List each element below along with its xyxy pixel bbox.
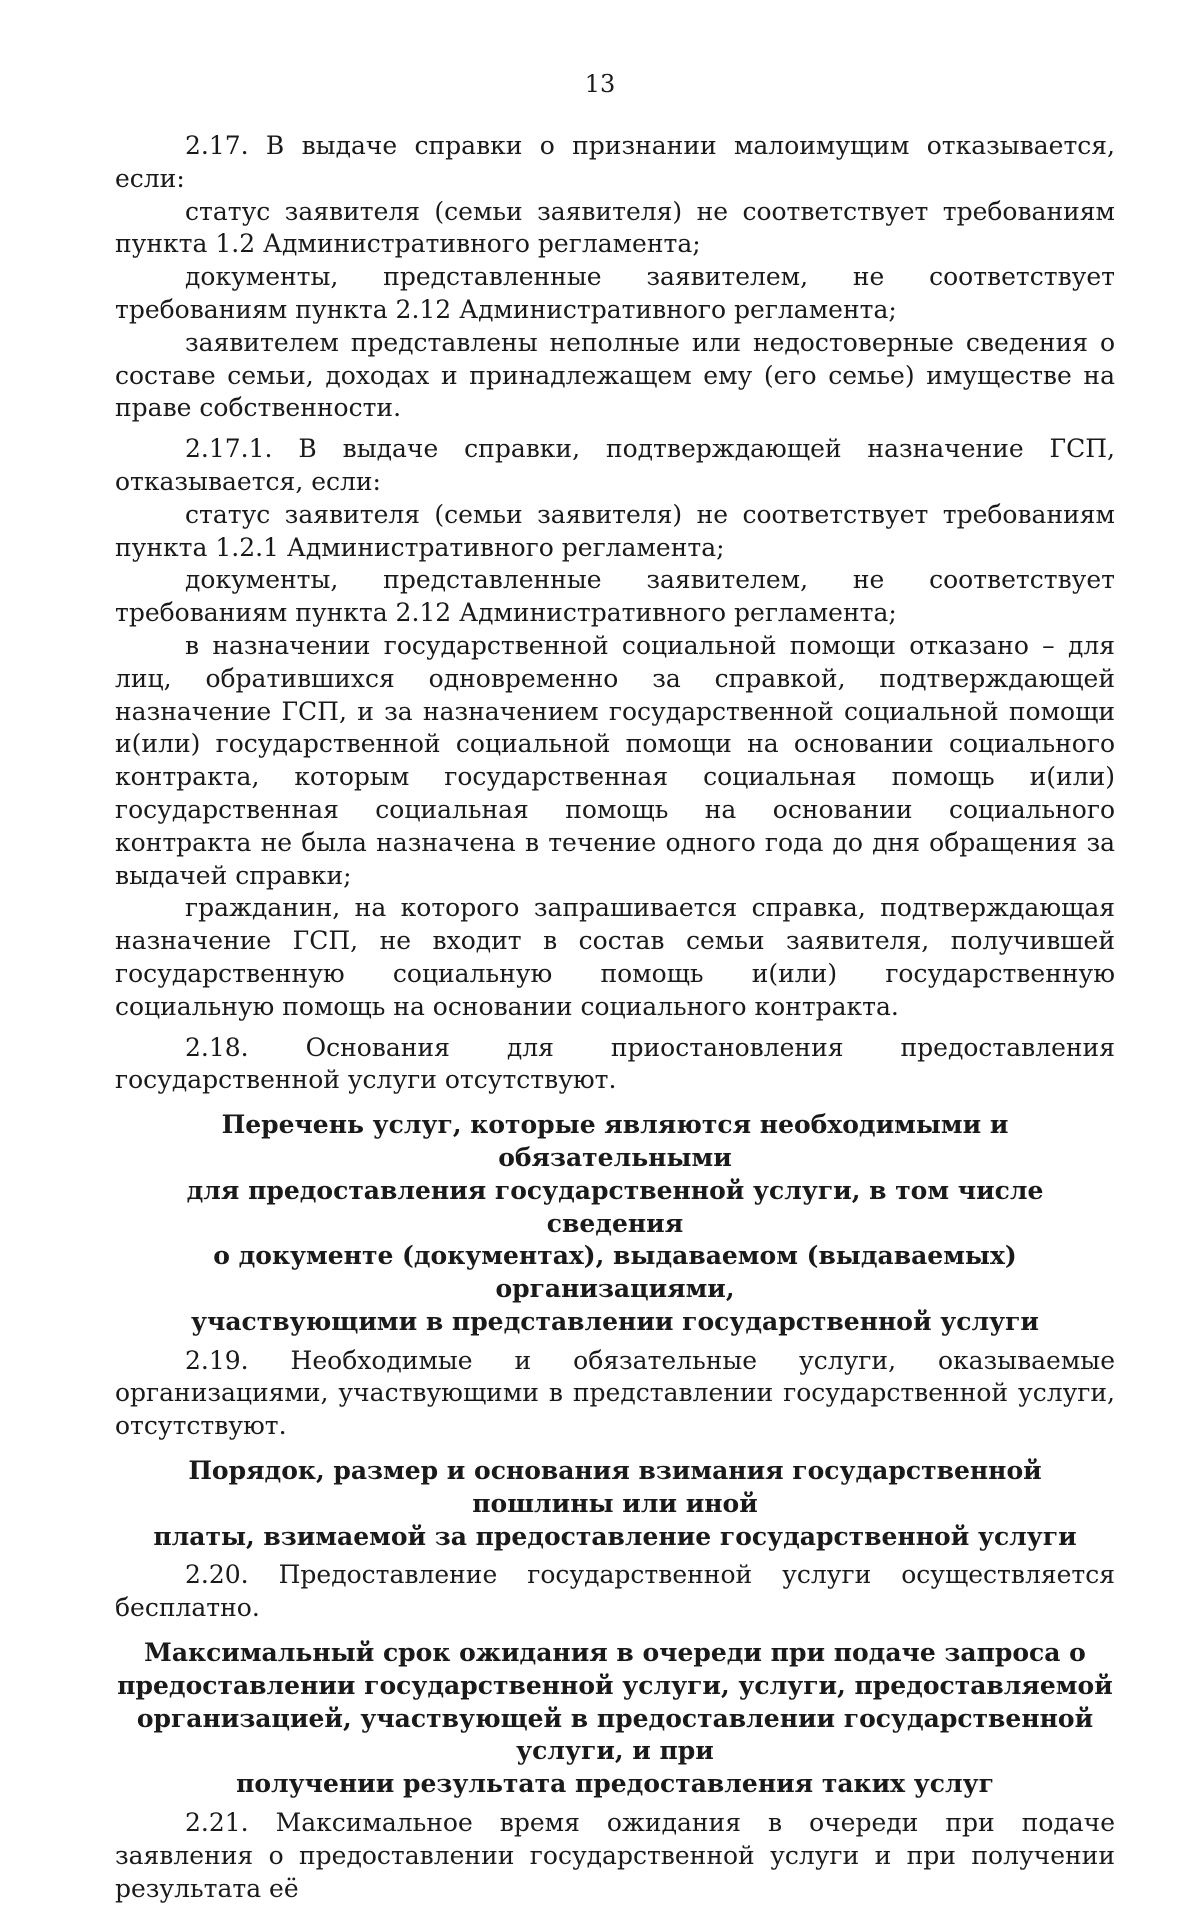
heading-line: организацией, участвующей в предоставлении государственной услуги, и при — [136, 1703, 1094, 1766]
paragraph-2-17-1: 2.17.1. В выдаче справки, подтверждающей назначение ГСП, отказывается, если: — [115, 434, 1115, 496]
heading-line: платы, взимаемой за предоставление государственной услуги — [153, 1521, 1077, 1551]
document-body — [115, 130, 1115, 1905]
heading-line: участвующими в представлении государственной услуги — [191, 1306, 1039, 1336]
heading-fee-procedure — [115, 1455, 1115, 1553]
paragraph-status-1-2: статус заявителя (семьи заявителя) не соответствует требованиям пункта 1.2 Административного регламента; — [115, 196, 1115, 259]
paragraph-2-19: 2.19. Необходимые и обязательные услуги, оказываемые организациями, участвующими в представлении государственной услуги, отсутствуют. — [115, 1345, 1115, 1441]
heading-line: получении результата предоставления таких услуг — [236, 1769, 994, 1799]
paragraph-documents-2-12: документы, представленные заявителем, не соответствует требованиям пункта 2.12 Административного регламента; — [115, 262, 1115, 324]
heading-line: для предоставления государственной услуги, в том числе сведения — [186, 1175, 1044, 1238]
heading-line: Порядок, размер и основания взимания государственной пошлины или иной — [188, 1456, 1042, 1518]
paragraph-2-21: 2.21. Максимальное время ожидания в очереди при подаче заявления о предоставлении государственной услуги и при получении результата её — [115, 1808, 1115, 1903]
heading-line: предоставлении государственной услуги, услуги, предоставляемой — [117, 1670, 1113, 1700]
paragraph-2-18: 2.18. Основания для приостановления предоставления государственной услуги отсутствуют. — [115, 1032, 1115, 1095]
heading-line: о документе (документах), выдаваемом (выдаваемых) организациями, — [213, 1241, 1017, 1304]
paragraph-2-20: 2.20. Предоставление государственной услуги осуществляется бесплатно. — [115, 1560, 1115, 1623]
heading-line: Перечень услуг, которые являются необходимыми и обязательными — [221, 1110, 1009, 1172]
heading-line: Максимальный срок ожидания в очереди при подаче запроса о — [144, 1638, 1086, 1668]
paragraph-gsp-refused: в назначении государственной социальной помощи отказано – для лиц, обратившихся одновременно за справкой, подтверждающей назначение ГСП, и за назначением государственной социальной помощи и(или) государственной социальной помощи на основании социального контракта, которым государственная социальная помощь и(или) государственная социальная помощь на основании социального контракта не была назначена в течение одного года до дня обращения за выдачей справки; — [115, 630, 1115, 890]
paragraph-incomplete-info: заявителем представлены неполные или недостоверные сведения о составе семьи, доходах и принадлежащем ему (его семье) имуществе на праве собственности. — [115, 327, 1115, 423]
page-number: 13 — [584, 70, 616, 98]
paragraph-documents-2-12-b: документы, представленные заявителем, не соответствует требованиям пункта 2.12 Административного регламента; — [115, 565, 1115, 628]
heading-services-list — [115, 1109, 1115, 1339]
paragraph-citizen-not-in-family: гражданин, на которого запрашивается справка, подтверждающая назначение ГСП, не входит в состав семьи заявителя, получившей государственную социальную помощь и(или) государственную социальную помощь на основании социального контракта. — [115, 893, 1115, 1021]
paragraph-2-17: 2.17. В выдаче справки о признании малоимущим отказывается, если: — [115, 131, 1115, 193]
heading-queue-time — [115, 1637, 1115, 1801]
paragraph-status-1-2-1: статус заявителя (семьи заявителя) не соответствует требованиям пункта 1.2.1 Административного регламента; — [115, 499, 1115, 562]
